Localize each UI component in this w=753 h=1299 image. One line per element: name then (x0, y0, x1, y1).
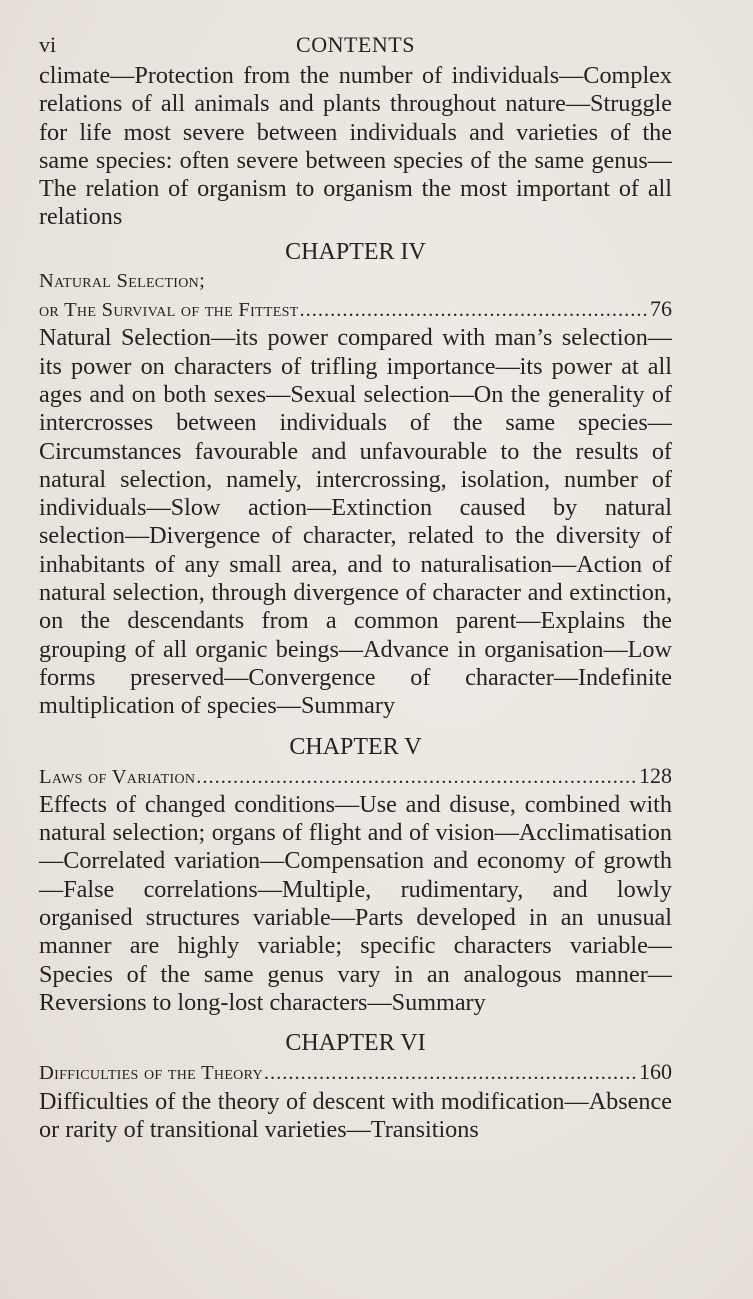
running-head-title: CONTENTS (296, 32, 415, 57)
toc-entry-row[interactable] (39, 1058, 672, 1087)
chapter-summary: Difficulties of the theory of descent with modification—Absence or rarity of transitional varieties—Transitions (39, 1087, 672, 1143)
page-reference: 160 (639, 1059, 672, 1085)
chapter-title: Laws of Variation (39, 765, 196, 788)
dot-leader (196, 763, 638, 791)
chapter-summary: Effects of changed conditions—Use and disuse, combined with natural selection; organs of flight and of vision—Acclimatisation—Correlated variation—Compensation and economy of growth—False correlations—Multiple, rudimentary, and lowly organised structures variable—Parts developed in an unusual manner are highly variable; specific characters variable—Species of the same genus vary in an analogous manner—Reversions to long-lost characters—Summary (39, 790, 672, 1016)
page-reference: 128 (639, 762, 672, 788)
page-number: vi (39, 32, 57, 57)
toc-entry-row[interactable] (39, 295, 672, 324)
chapter-title: Natural Selection; (39, 269, 206, 292)
toc-entry-row[interactable] (39, 762, 672, 791)
dot-leader (300, 296, 649, 324)
chapter-v-entry (39, 732, 672, 1018)
chapter-heading: CHAPTER VI (285, 1030, 426, 1057)
chapter-iii-summary-continued: climate—Protection from the number of individuals—Complex relations of all animals and plants throughout nature—Struggle for life most severe between individuals and varieties of the same species: often severe between species of the same genus—The relation of organism to organism the most important of all relations (39, 62, 672, 231)
page-reference: 76 (650, 296, 672, 322)
chapter-vi-entry (39, 1028, 672, 1144)
chapter-heading: CHAPTER V (289, 733, 422, 760)
running-head (39, 28, 672, 62)
dot-leader (264, 1059, 638, 1087)
chapter-iv-entry (39, 237, 672, 721)
chapter-title: Difficulties of the Theory (39, 1062, 263, 1085)
chapter-summary: Natural Selection—its power compared with man’s selection—its power on characters of trifling importance—its power at all ages and on both sexes—Sexual selection—On the generality of intercrosses between individuals of the same species—Circumstances favourable and unfavourable to the results of natural selection, namely, intercrossing, isolation, number of individuals—Slow action—Extinction caused by natural selection—Divergence of character, related to the diversity of inhabitants of any small area, and to naturalisation—Action of natural selection, through divergence of character and extinction, on the descendants from a common parent—Explains the grouping of all organic beings—Advance in organisation—Low forms preserved—Convergence of character—Indefinite multiplication of species—Summary (39, 324, 672, 720)
chapter-heading: CHAPTER IV (285, 238, 426, 265)
contents-page (39, 28, 672, 1144)
chapter-title: or The Survival of the Fittest (39, 299, 299, 322)
